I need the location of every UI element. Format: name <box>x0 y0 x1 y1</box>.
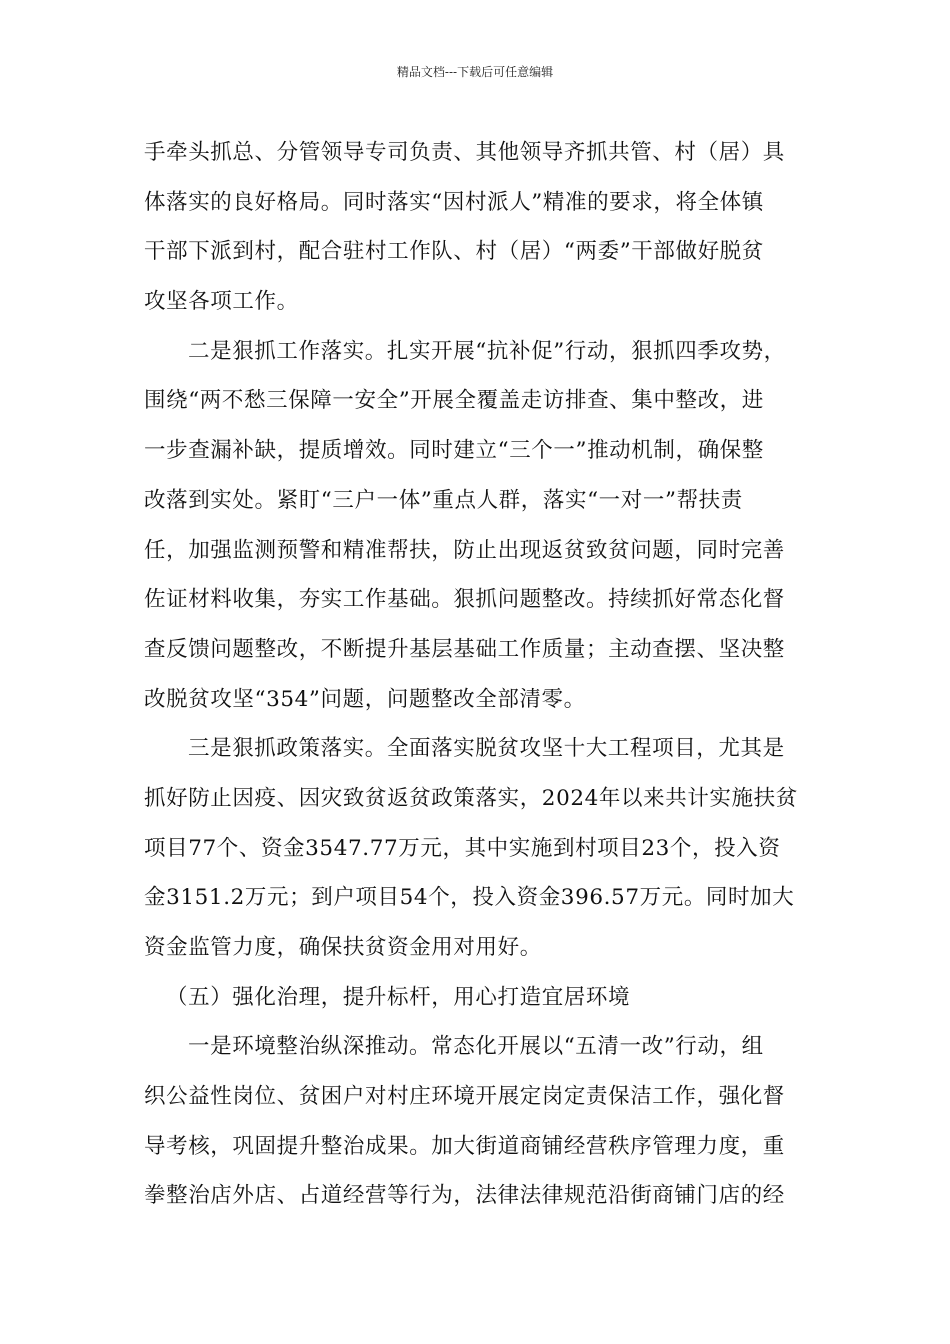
text-line: 佐证材料收集，夯实工作基础。狠抓问题整改。持续抓好常态化督 <box>144 587 785 613</box>
text-line: 干部下派到村，配合驻村工作队、村（居）“两委”干部做好脱贫 <box>144 239 764 265</box>
text-line: 导考核，巩固提升整治成果。加大街道商铺经营秩序管理力度，重 <box>144 1133 785 1159</box>
text-line: 一步查漏补缺，提质增效。同时建立“三个一”推动机制，确保整 <box>144 438 764 464</box>
text-line: 改落到实处。紧盯“三户一体”重点人群，落实“一对一”帮扶责 <box>144 487 743 513</box>
text-line: 织公益性岗位、贫困户对村庄环境开展定岗定责保洁工作，强化督 <box>144 1084 785 1110</box>
text-line: 围绕“两不愁三保障一安全”开展全覆盖走访排查、集中整改，进 <box>144 388 764 414</box>
text-line: 手牵头抓总、分管领导专司负责、其他领导齐抓共管、村（居）具 <box>144 140 785 165</box>
section-heading: （五）强化治理，提升标杆，用心打造宜居环境 <box>166 984 631 1010</box>
paragraph-start-line: 三是狠抓政策落实。全面落实脱贫攻坚十大工程项目，尤其是 <box>188 736 785 762</box>
document-body <box>144 128 808 1221</box>
text-line: 体落实的良好格局。同时落实“因村派人”精准的要求，将全体镇 <box>144 189 764 215</box>
text-line: 攻坚各项工作。 <box>144 289 299 315</box>
text-line: 查反馈问题整改，不断提升基层基础工作质量；主动查摆、坚决整 <box>144 636 785 662</box>
paragraph-start-line: 一是环境整治纵深推动。常态化开展以“五清一改”行动，组 <box>188 1034 764 1060</box>
text-line: 资金监管力度，确保扶贫资金用对用好。 <box>144 935 542 960</box>
text-line: 金3151.2万元；到户项目54个，投入资金396.57万元。同时加大 <box>144 885 795 911</box>
text-line: 项目77个、资金3547.77万元，其中实施到村项目23个，投入资 <box>144 835 781 861</box>
page-header: 精品文档---下载后可任意编辑 <box>396 65 554 79</box>
text-line: 拳整治店外店、占道经营等行为，法律法律规范沿街商铺门店的经 <box>144 1183 785 1209</box>
text-line: 抓好防止因疫、因灾致贫返贫政策落实，2024年以来共计实施扶贫 <box>144 785 798 811</box>
paragraph-start-line: 二是狠抓工作落实。扎实开展“抗补促”行动，狠抓四季攻势， <box>188 338 786 364</box>
text-line: 任，加强监测预警和精准帮扶，防止出现返贫致贫问题，同时完善 <box>144 537 785 563</box>
text-line: 改脱贫攻坚“354”问题，问题整改全部清零。 <box>144 686 586 712</box>
